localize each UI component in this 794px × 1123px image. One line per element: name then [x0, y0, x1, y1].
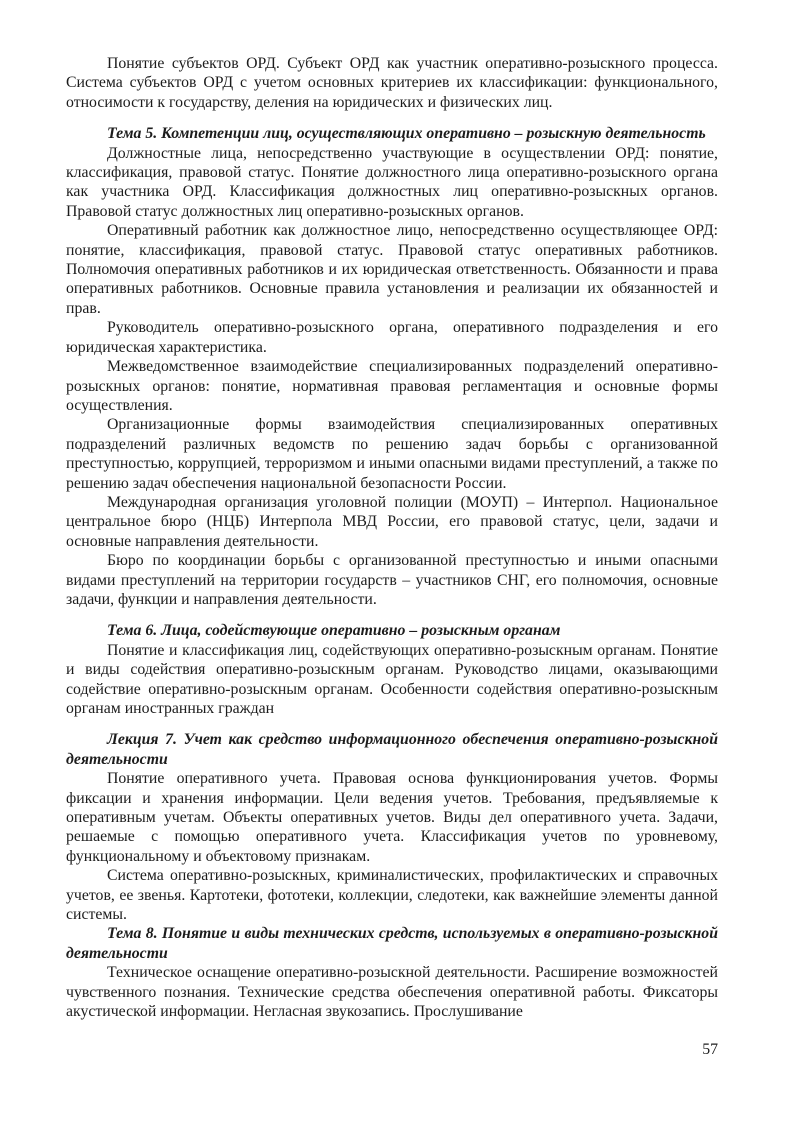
paragraph-assisting-persons: Понятие и классификация лиц, содействующих оперативно-розыскным органам. Понятие и виды содействия оперативно-розыскным органам. Руководство лицами, оказывающими содействие оперативно-розыскным органам. Особенности содействия оперативно-розыскным органам иностранных граждан	[66, 641, 718, 717]
paragraph-bureau-cis: Бюро по координации борьбы с организованной преступностью и иными опасными видами преступлений на территории государств – участников СНГ, его полномочия, основные задачи, функции и направления деятельности.	[66, 552, 718, 608]
heading-tema-6: Тема 6. Лица, содействующие оперативно – розыскным органам	[107, 622, 561, 640]
heading-tema-5: Тема 5. Компетенции лиц, осуществляющих оперативно – розыскную деятельность	[107, 125, 706, 143]
document-content	[66, 54, 718, 1022]
paragraph-head-of-organ: Руководитель оперативно-розыскного органа, оперативного подразделения и его юридическая характеристика.	[66, 319, 718, 356]
paragraph-records-system: Система оперативно-розыскных, криминалистических, профилактических и справочных учетов, ее звенья. Картотеки, фототеки, коллекции, следотеки, как важнейшие элементы данной системы.	[66, 867, 718, 924]
paragraph-operative-worker: Оперативный работник как должностное лицо, непосредственно осуществляющее ОРД: понятие, классификация, правовой статус. Правовой статус оперативных работников. Полномочия оперативных работников и их юридическая ответственность. Обязанности и права оперативных работников. Основные правила установления и реализации их обязанностей и прав.	[66, 222, 718, 317]
paragraph-subjects-ord: Понятие субъектов ОРД. Субъект ОРД как участник оперативно-розыскного процесса. Система субъектов ОРД с учетом основных критериев их классификации: функционального, относимости к государству, деления на юридических и физических лиц.	[66, 55, 718, 111]
paragraph-technical-means: Техническое оснащение оперативно-розыскной деятельности. Расширение возможностей чувственного познания. Технические средства обеспечения оперативной работы. Фиксаторы акустической информации. Негласная звукозапись. Прослушивание	[66, 964, 718, 1021]
paragraph-interagency: Межведомственное взаимодействие специализированных подразделений оперативно-розыскных органов: понятие, нормативная правовая регламентация и основные формы осуществления.	[66, 358, 718, 414]
page-number: 57	[702, 1041, 718, 1058]
paragraph-operative-records: Понятие оперативного учета. Правовая основа функционирования учетов. Формы фиксации и хранения информации. Цели ведения учетов. Требования, предъявляемые к оперативным учетам. Объекты оперативных учетов. Виды дел оперативного учета. Задачи, решаемые с помощью оперативного учета. Классификация учетов по уровневому, функциональному и объектовому признакам.	[66, 770, 718, 865]
paragraph-officials: Должностные лица, непосредственно участвующие в осуществлении ОРД: понятие, классификация, правовой статус. Понятие должностного лица оперативно-розыскного органа как участника ОРД. Классификация должностных лиц оперативно-розыскных органов. Правовой статус должностных лиц оперативно-розыскных органов.	[66, 144, 718, 220]
heading-tema-8: Тема 8. Понятие и виды технических средств, используемых в оперативно-розыскной деятельности	[66, 925, 718, 962]
paragraph-org-forms: Организационные формы взаимодействия специализированных оперативных подразделений различных ведомств по решению задач борьбы с организованной преступностью, коррупцией, терроризмом и иными опасными видами преступлений, а также по решению задач обеспечения национальной безопасности России.	[66, 416, 718, 492]
heading-lekcia-7: Лекция 7. Учет как средство информационного обеспечения оперативно-розыскной деятельности	[66, 731, 718, 768]
paragraph-interpol: Международная организация уголовной полиции (МОУП) – Интерпол. Национальное центральное бюро (НЦБ) Интерпола МВД России, его правовой статус, цели, задачи и основные направления деятельности.	[66, 493, 718, 550]
